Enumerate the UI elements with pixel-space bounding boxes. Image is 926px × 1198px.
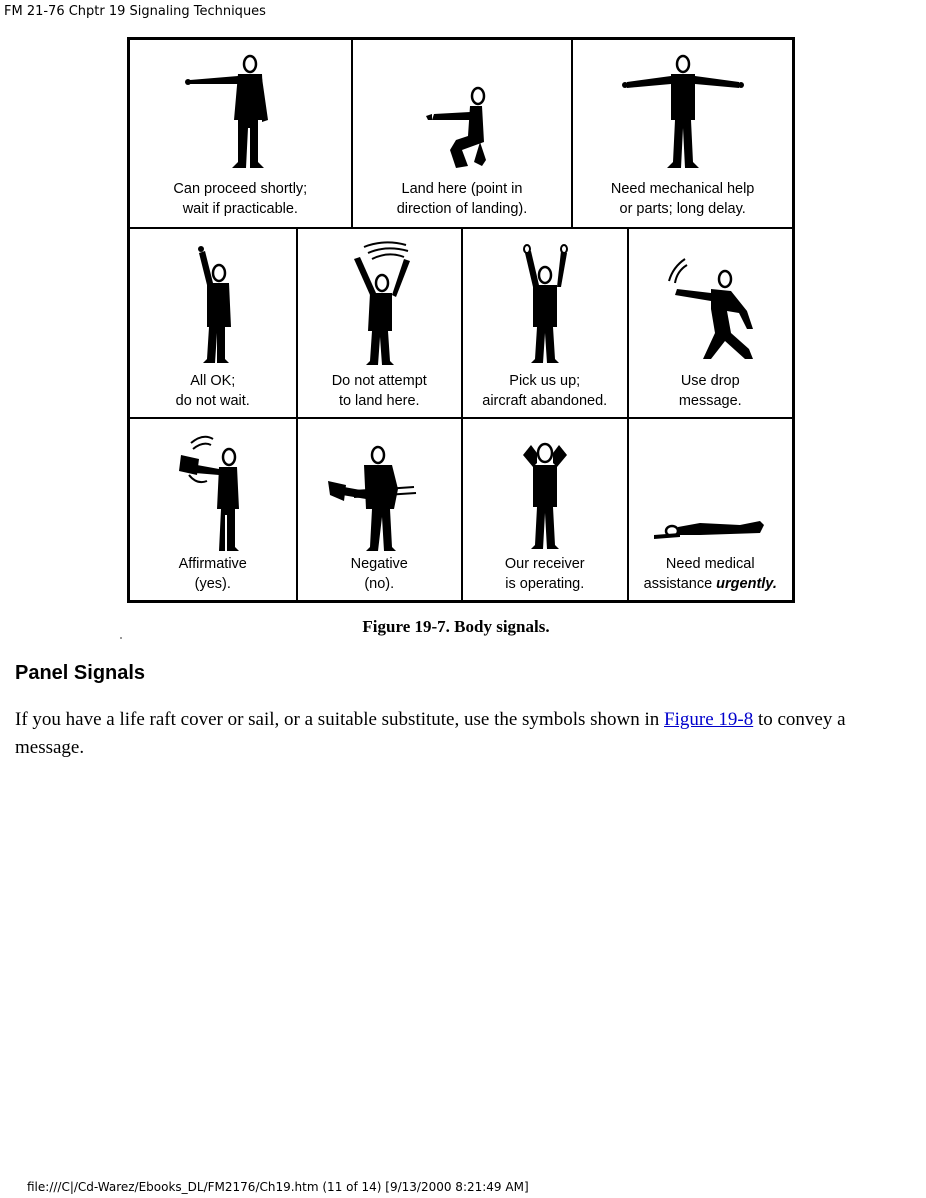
section-heading: Panel Signals xyxy=(15,662,146,684)
figure-waving-arms-icon xyxy=(324,237,434,367)
figure-waving-cloth-up-down-icon xyxy=(163,429,263,559)
figure-kneeling-pointing-icon xyxy=(402,50,522,175)
signal-cell-affirmative xyxy=(130,419,296,602)
figure-hands-on-ears-icon xyxy=(495,429,595,559)
stray-dot xyxy=(120,637,122,639)
signal-caption: Can proceed shortly; wait if practicable. xyxy=(173,181,308,217)
signal-cell-do-not-land xyxy=(296,229,462,419)
page-footer: file:///C|/Cd-Warez/Ebooks_DL/FM2176/Ch19.htm (11 of 14) [9/13/2000 8:21:49 AM] xyxy=(27,1180,529,1194)
page-header: FM 21-76 Chptr 19 Signaling Techniques xyxy=(4,4,266,19)
figure-lying-down-icon xyxy=(640,429,780,559)
figure-waving-cloth-side-icon xyxy=(324,429,434,559)
signal-caption: Pick us up; aircraft abandoned. xyxy=(482,373,608,409)
signal-caption: Negative (no). xyxy=(350,556,408,592)
signal-cell-use-drop-message xyxy=(627,229,793,419)
signal-cell-need-mechanical xyxy=(571,40,792,227)
signal-cell-negative xyxy=(296,419,462,602)
figure-row-1 xyxy=(130,40,792,227)
figure-19-8-link[interactable]: Figure 19-8 xyxy=(664,709,754,730)
signal-cell-pick-us-up xyxy=(461,229,627,419)
figure-throwing-motion-icon xyxy=(655,237,765,367)
signal-caption: Need medical assistance urgently. xyxy=(643,556,777,592)
signal-caption: Our receiver is operating. xyxy=(504,556,585,592)
signal-caption: Affirmative (yes). xyxy=(178,556,247,592)
signal-cell-all-ok xyxy=(130,229,296,419)
section-paragraph: If you have a life raft cover or sail, or a suitable substitute, use the symbols shown in Figure 19-8 to convey a message. xyxy=(15,709,846,758)
figure-one-arm-up-icon xyxy=(163,237,263,367)
figure-one-arm-out-icon xyxy=(180,50,300,175)
signal-caption: Land here (point in direction of landing). xyxy=(396,181,528,217)
figure-row-2 xyxy=(130,227,792,419)
signal-caption: All OK; do not wait. xyxy=(175,373,250,409)
signal-cell-our-receiver xyxy=(461,419,627,602)
figure-row-3 xyxy=(130,417,792,602)
signal-cell-need-medical xyxy=(627,419,793,602)
signal-cell-can-proceed xyxy=(130,40,351,227)
figure-both-arms-up-icon xyxy=(495,237,595,367)
signal-cell-land-here xyxy=(351,40,572,227)
body-signals-figure xyxy=(127,37,795,603)
figure-both-arms-out-icon xyxy=(613,50,753,175)
figure-title: Figure 19-7. Body signals. xyxy=(362,617,550,636)
signal-caption: Use drop message. xyxy=(678,373,742,409)
signal-caption: Do not attempt to land here. xyxy=(331,373,427,409)
signal-caption: Need mechanical help or parts; long delay. xyxy=(610,181,755,217)
